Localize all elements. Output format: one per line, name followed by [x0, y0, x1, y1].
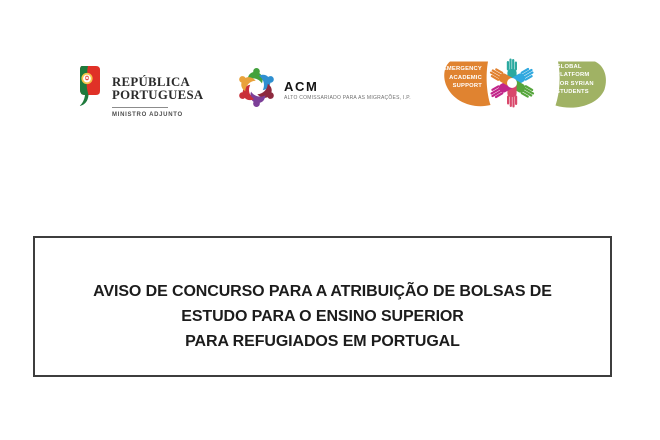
acm-logo	[233, 59, 411, 114]
gpss-right-line: GLOBAL	[556, 64, 582, 70]
republica-divider	[112, 107, 168, 108]
gpss-left-line: SUPPORT	[452, 83, 482, 90]
global-platform-logo	[434, 50, 612, 112]
notice-title-line: AVISO DE CONCURSO PARA A ATRIBUIÇÃO DE BOLSAS DE	[93, 283, 552, 300]
acm-acronym: ACM	[284, 79, 319, 94]
republica-name-line1: REPÚBLICA	[112, 75, 191, 89]
republica-name-line2: PORTUGUESA	[112, 88, 204, 102]
republica-portuguesa-logo	[78, 65, 203, 118]
gpss-left-line: EMERGENCY	[442, 66, 482, 72]
ministry-label: MINISTRO ADJUNTO	[112, 112, 183, 118]
gpss-right-line: PLATFORM	[556, 72, 590, 79]
gpss-left-line: ACADEMIC	[449, 74, 482, 81]
acm-people-circle-icon	[233, 59, 280, 114]
notice-title-line: PARA REFUGIADOS EM PORTUGAL	[185, 333, 460, 350]
portugal-flag-icon	[78, 65, 101, 107]
gpss-right-line: STUDENTS	[556, 89, 589, 96]
notice-title-line: ESTUDO PARA O ENSINO SUPERIOR	[181, 308, 464, 325]
acm-subtitle: ALTO COMISSARIADO PARA AS MIGRAÇÕES, I.P.	[284, 95, 411, 101]
emergency-academic-support-label	[438, 65, 482, 91]
notice-box	[33, 236, 612, 377]
global-platform-syrian-students-label	[556, 63, 608, 97]
gpss-right-line: FOR SYRIAN	[556, 80, 594, 87]
